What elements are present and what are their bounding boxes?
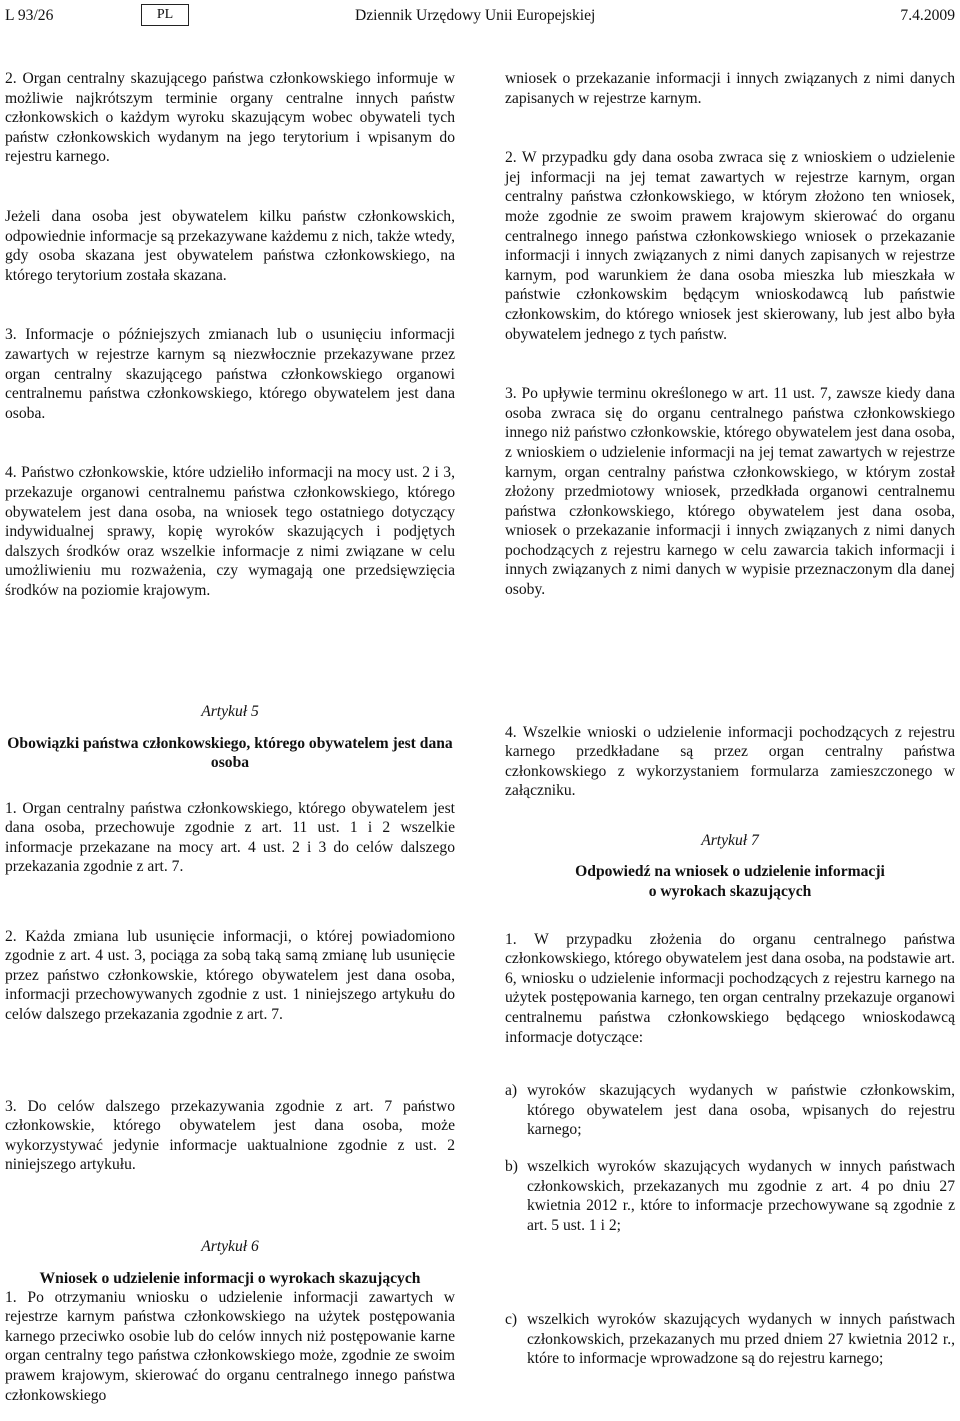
article-7 <box>505 831 955 851</box>
list-item-text: wyroków skazujących wydanych w państwie członkowskim, którego obywatelem jest dana osoba, wpisanych do rejestru karnego; <box>527 1082 955 1139</box>
article-7-title-line-2: o wyrokach skazujących <box>648 882 812 900</box>
list-item-label: c) <box>505 1311 518 1328</box>
article-5-para-1 <box>5 783 455 893</box>
article-5 <box>5 702 455 773</box>
left-column-top <box>5 69 455 600</box>
list-item-label: a) <box>505 1082 518 1099</box>
paragraph-4-4: 4. Państwo członkowskie, które udzieliło informacji na mocy ust. 2 i 3, przekazuje organowi centralnemu państwa członkowskiego, którego obywatelem jest dana osoba, na wniosek tego ostatniego dotyczący indywidualnej sprawy, kopię wyroków skazujących i podjętych dalszych środków oraz wszelkie informacje z nimi związane w celu umożliwieniu mu rozważenia, czy wymagają one przedsięwzięcia środków na poziomie krajowym. <box>5 464 455 599</box>
article-6-para-1 <box>5 1272 455 1421</box>
language-badge: PL <box>141 4 189 26</box>
article-5-paragraph-2: 2. Każda zmiana lub usunięcie informacji, o której powiadomiono zgodnie z art. 4 ust. 3, pociąga za sobą taką samą zmianę lub usunięcie przez państwo członkowskie, którego obywatelem jest dana osoba, informacji przechowywanych zgodnie z ust. 1 niniejszego artykułu do celów dalszego przekazania zgodnie z art. 7. <box>5 927 455 1023</box>
paragraph-6-4: 4. Wszelkie wnioski o udzielenie informacji pochodzących z rejestru karnego przedkładane są przez organ centralny państwa członkowskiego z wykorzystaniem formularza zamieszczonego w załączniku. <box>505 723 955 800</box>
article-7-para-1 <box>505 914 955 1063</box>
right-paragraph-6-4 <box>505 707 955 817</box>
article-5-para-2 <box>5 911 455 1040</box>
list-item-b <box>505 1157 955 1235</box>
page-header <box>5 4 955 28</box>
article-6-paragraph-1: 1. Po otrzymaniu wniosku o udzielenie informacji zawartych w rejestrze karnym państwa członkowskiego na użytek postępowania karnego przeciwko osobie lub do celów innych niż postępowanie karne organ centralny tego państwa członkowskiego może, zgodnie ze swoim prawem krajowym, skierować do organu centralnego innego państwa członkowskiego <box>5 1288 455 1404</box>
list-item-text: wszelkich wyroków skazujących wydanych w innych państwach członkowskich, przekazanych mu przed dniem 27 kwietnia 2012 r., które to informacje wprowadzone są do rejestru karnego; <box>527 1311 955 1368</box>
right-column-top <box>505 69 955 600</box>
article-5-title: Obowiązki państwa członkowskiego, którego obywatelem jest dana osoba <box>7 734 453 772</box>
article-7-title <box>505 862 955 901</box>
article-5-para-3 <box>5 1081 455 1191</box>
paragraph-4-2: 2. Organ centralny skazującego państwa członkowskiego informuje w możliwie najkrótszym terminie organy centralne innych państw członkowskich o każdym wyroku skazującym wobec obywateli tych państw członkowskich wydanym na jego terytorium i wpisanym do rejestru karnego. <box>5 70 455 166</box>
list-item-a <box>505 1081 955 1140</box>
paragraph-4-3: 3. Informacje o późniejszych zmianach lub o usunięciu informacji zawartych w rejestrze karnym są niezwłocznie przekazywane przez organ centralny skazującego państwa członkowskiego organowi centralnemu państwa członkowskiego, którego obywatelem jest dana osoba. <box>5 326 455 422</box>
article-7-title-line-1: Odpowiedź na wniosek o udzielenie informacji <box>575 863 885 880</box>
list-item-label: b) <box>505 1158 518 1175</box>
page-number: L 93/26 <box>5 7 54 24</box>
paragraph-6-1-end: wniosek o przekazanie informacji i innych związanych z nimi danych zapisanych w rejestrze karnym. <box>505 70 955 107</box>
paragraph-4-2b: Jeżeli dana osoba jest obywatelem kilku państw członkowskich, odpowiednie informacje są przekazywane każdemu z nich, także wtedy, gdy osoba skazana jest obywatelem państwa członkowskiego, na którego terytorium została skazana. <box>5 207 455 284</box>
publication-date: 7.4.2009 <box>900 7 955 24</box>
paragraph-6-2: 2. W przypadku gdy dana osoba zwraca się z wnioskiem o udzielenie jej informacji na jej temat zawartych w rejestrze karnym, organ centralny państwa członkowskiego, w którym złożono ten wniosek, może zgodnie ze swoim prawem krajowym skierować do organu centralnego innego państwa członkowskiego wniosek o przekazanie informacji i innych związanych z nimi danych zapisanych w rejestrze karnym, pod warunkiem że dana osoba mieszka lub mieszkała w państwie członkowskim będącym wnioskodawcą lub państwie członkowskim, do którego wniosek jest skierowany, lub jest albo była obywatelem jednego z tych państw. <box>505 149 955 343</box>
article-7-label: Artykuł 7 <box>701 832 759 849</box>
article-5-paragraph-1: 1. Organ centralny państwa członkowskiego, którego obywatelem jest dana osoba, przechowuje zgodnie z art. 11 ust. 1 i 2 wszelkie informacje przekazane na mocy art. 4 ust. 2 i 3 do celów dalszego przekazania zgodnie z art. 7. <box>5 799 455 876</box>
article-7-paragraph-1: 1. W przypadku złożenia do organu centralnego państwa członkowskiego, którego obywatelem jest dana osoba, na podstawie art. 6, wniosku o udzielenie informacji pochodzących z rejestru karnego na użytek postępowania karnego, ten organ centralny przekazuje organowi centralnemu państwa członkowskiego będącego wnioskodawcą informacje dotyczące: <box>505 930 955 1046</box>
article-6-title: Wniosek o udzielenie informacji o wyrokach skazujących <box>39 1269 421 1287</box>
list-item-text: wszelkich wyroków skazujących wydanych w innych państwach członkowskich, przekazanych mu zgodnie z art. 4 po dniu 27 kwietnia 2012 r., które to informacje przechowywane są zgodnie z art. 5 ust. 1 i 2; <box>527 1158 955 1234</box>
list-item-c <box>505 1310 955 1369</box>
paragraph-6-3: 3. Po upływie terminu określonego w art. 11 ust. 7, zawsze kiedy dana osoba zwraca się do organu centralnego państwa członkowskiego innego niż państwo członkowskie, którego obywatelem jest dana osoba, z wnioskiem o udzielenie informacji na jej temat zawartych w rejestrze karnym, organ centralny państwa członkowskiego, w którym został złożony przedmiotowy wniosek, przedkłada organowi centralnemu państwa członkowskiego, którego obywatelem jest dana osoba, wniosek o przekazanie informacji i innych związanych z nimi danych pochodzących z rejestru karnego w celu zawarcia takich informacji i innych związanych z nimi danych w wypisie przeznaczonym dla danej osoby. <box>505 385 955 599</box>
journal-title: Dziennik Urzędowy Unii Europejskiej <box>355 7 596 24</box>
article-6-label: Artykuł 6 <box>201 1238 259 1255</box>
article-5-paragraph-3: 3. Do celów dalszego przekazywania zgodnie z art. 7 państwo członkowskie, którego obywatelem jest dana osoba, może wykorzystywać jedynie informacje uaktualnione zgodnie z ust. 2 niniejszego artykułu. <box>5 1097 455 1174</box>
article-5-label: Artykuł 5 <box>201 703 259 720</box>
